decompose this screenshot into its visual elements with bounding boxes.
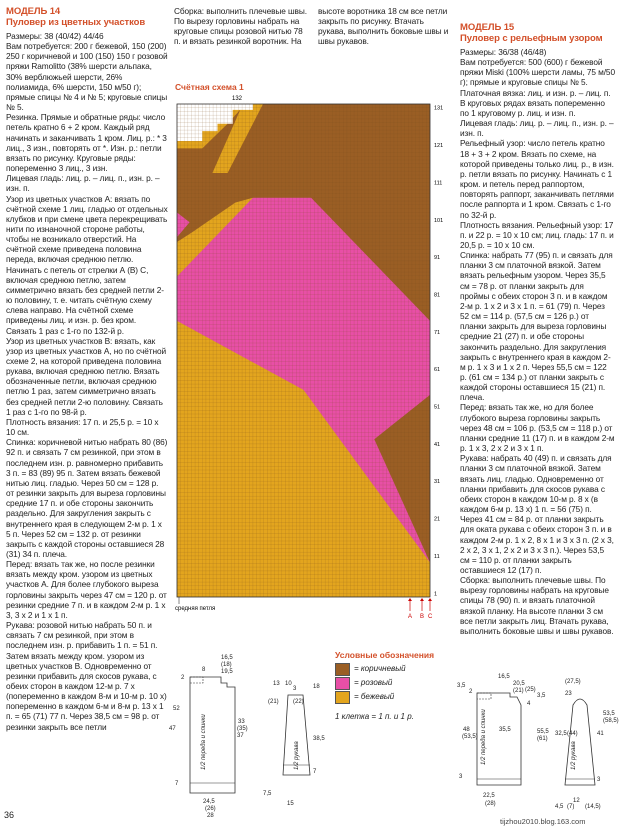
schematic-label: 12: [573, 798, 580, 804]
model15-body: Размеры: 36/38 (46/48) Вам потребуется: 500 (600) г бежевой пряжи Miski (100% шерсти ламы, 75 м/50 г); прямые и круговые спицы № 5. Платочная вязка: лиц. и изн. р. – лиц. п. В круговых рядах вязать попеременно по 1 круговому р. лиц. и изн. п. Лицевая гладь: лиц. р. – лиц. п., изн. р. – изн. п. Рельефный узор: число петель кратно 18 + 3 + 2 кром. Вязать по схеме, на которой приведены только лиц. р., в изн. р. петли вязать по рисунку. Начинать с 1 кром. и петель перед раппортом, повторять раппорт, заканчивать петлями после раппорта и 1 кром. Связать с 1-го по 32-й р. Плотность вязания. Рельефный узор: 17 п. и 22 р. = 10 х 10 см; лиц. гладь: 17 п. и 20,5 р. = 10 х 10 см. Спинка: набрать 77 (95) п. и связать для планки 3 см платочной вязкой. Затем вязать рельефным узором. Через 35,5 см = 78 р. от планки закрыть для проймы с обеих сторон 3 п. и в каждом 2-м р. 1 х 2 и 3 х 1 п. = 61 (79) п. Через 52 см = 114 р. (57,5 см = 126 р.) от планки закрыть для выреза горловины средние 21 (27) п. и обе стороны закончить раздельно. Для закругления закрыть с внутреннего края в каждом 2-м р. 1 х 3 и 1 х 2 п. Через 55,5 см = 122 р. (61 см = 134 р.) от планки закрыть с каждой стороны оставшиеся 15 (21) п. плеча. Перед: вязать так же, но для более глубокого выреза горловины закрыть через 48 см = 106 р. (53,5 см = 118 р.) от планки средние 11 (17) п. и в каждом 2-м р. 1 х 3, 2 х 2 и 3 х 1 п. Рукава: набрать 40 (49) п. и связать для планки 3 см платочной вязкой. Затем вязать лиц. гладью. Одновременно от планки прибавить для скосов рукава с обеих сторон в каждом 10-м р. 8 х (в каждом 6-м р. 13 х) 1 п. = 56 (75) п. Через 41 см = 84 р. от планки закрыть для оката рукава с обеих сторон 3 п. и в каждом 2-м р. 1 х 2, 8 х 1 и 3 х 3 п. (2 х 3, 2 х 2, 3 х 1, 2 х 2 и 3 х 3 п.). Через 53,5 см = 110 р. от планки закрыть оставшиеся 12 (17) п. Сборка: выполнить плечевые швы. По вырезу горловины набрать на круговые спицы 78 (90) п. и вязать платочной вязкой планку. На высоте планки 3 см все петли закрыть лиц. Втачать рукава, выполнить боковые швы и швы рукавов.: [460, 47, 615, 636]
schematic-label: 1/2 переда и спинки: [201, 714, 207, 770]
schematic-model14: [165, 655, 335, 819]
schematic-label: 47: [169, 726, 176, 732]
model14-subtitle: Пуловер из цветных участков: [6, 17, 146, 28]
model14-title: МОДЕЛЬ 14: [6, 6, 61, 17]
schematic-label: 28: [207, 813, 214, 819]
neckline-line-15: [477, 693, 491, 699]
schematic-label: 20,5: [513, 681, 525, 687]
schematic-label: 1/2 рукава: [294, 741, 300, 770]
chart-title: Счётная схема 1: [175, 82, 244, 92]
arrow-label-C: C: [428, 614, 433, 620]
schematic-label: 1/2 рукава: [571, 741, 577, 770]
schematic-label: (27,5): [565, 679, 581, 685]
row-label-top: 132: [232, 96, 243, 102]
assembly14-text: [174, 6, 452, 47]
row-label: 51: [434, 404, 441, 411]
row-label: 111: [434, 180, 443, 187]
row-label: 131: [434, 105, 444, 112]
row-label: 61: [434, 367, 441, 374]
row-label: 11: [434, 553, 440, 560]
schematic-label: 2: [469, 689, 473, 695]
schematic-label: 3,5: [537, 693, 546, 699]
knitting-chart: [165, 92, 455, 632]
schematic-label: (58,5): [603, 718, 619, 724]
row-label: 121: [434, 143, 444, 150]
neckline-line: [190, 677, 203, 683]
row-label: 41: [434, 441, 441, 448]
schematic-label: (53,5): [462, 734, 478, 740]
schematic-label: 3: [597, 777, 601, 783]
schematic-label: 48: [463, 727, 470, 733]
schematic-label: 19,5: [221, 669, 233, 675]
schematic-label: (18): [221, 662, 232, 668]
schematic-label: (26): [205, 806, 216, 812]
row-label: 71: [434, 329, 441, 336]
schematic-label: 7: [175, 781, 179, 787]
model14-body: Размеры: 38 (40/42) 44/46 Вам потребуется: 200 г бежевой, 150 (200) 250 г коричневой и 100 (150) 150 г розовой пряжи Ramolitto (38% шерсти альпака, 30% верблюжьей шерсти, 26% полиамида, 6% шерсти, 150 м/50 г); прямые спицы № 4 и № 5; круговые спицы № 5. Резинка. Прямые и обратные ряды: число петель кратно 6 + 2 кром. Каждый ряд начинать и заканчивать 1 кром. Лиц. р.: * 3 лиц., 3 изн., повторять от *. Изн. р.: петли вязать по рисунку. Круговые ряды: попеременно 3 лиц., 3 изн. Лицевая гладь: лиц. р. – лиц. п., изн. р. – изн. п. Узор из цветных участков А: вязать по счётной схеме 1 лиц. гладью от отдельных клубков и при смене цвета перекрещивать нити по изнаночной стороне работы, чтобы не возникало отверстий. На счётной схеме приведена половина переда, включая среднюю петлю. Начинать с петель от стрелки А (В) С, включая среднюю петлю, затем симметрично вязать без средней петли 2-ю половину, т. е. читать счётную схему слева направо. На счётной схеме приведены лиц. и изн. р. без кром. Связать 1 раз с 1-го по 132-й р. Узор из цветных участков В: вязать, как узор из цветных участков А, но по счётной схеме 2, на которой приведена половина рукава, включая среднюю петлю. Вязать обозначенные петли, включая среднюю петлю 1 раз, затем симметрично вязать без средней петли 2-ю половину. Связать 1 раз с 1-го по 98-й р. Плотность вязания: 17 п. и 25,5 р. = 10 х 10 см. Спинка: коричневой нитью набрать 80 (86) 92 п. и связать 7 см резинкой, при этом в последнем изн. р. равномерно прибавить 3 п. = 83 (89) 95 п. Затем вязать бежевой нитью лиц. гладью. Через 50 см = 128 р. от резинки закрыть для выреза горловины средние 17 п. и обе стороны закончить раздельно. Для закругления закрыть с внутреннего края в следующем 2-м р. 1 х 5 п. Через 52 см = 132 р. от резинки закрыть с каждой стороны оставшиеся 28 (31) 34 п. плеча. Перед: вязать так же, но после резинки вязать между кром. узором из цветных участков А. Для более глубокого выреза горловины закрыть через 47 см = 120 р. от резинки средние 7 п. и в каждом 2-м р. 1 х 3, 3 х 2 и 1 х 1 п. Рукава: розовой нитью набрать 50 п. и связать 7 см резинкой, при этом в последнем изн. р. прибавить 1 п. = 51 п. Затем вязать между кром. узором из цветных участков В. Одновременно от резинки прибавить для скосов рукава, с обеих сторон в каждом 12-м р. 7 х (попеременно в каждом 8-м и 10-м р. 10 х) попеременно в каждом 6-м и 8-м р. 13 х 1 п. = 65 (71) 77 п. Через 38,5 см = 98 р. от резинки закрыть все петли: [6, 31, 168, 732]
row-label: 81: [434, 292, 441, 299]
schematic-label: 8: [202, 667, 206, 673]
legend-swatch: [335, 663, 350, 676]
row-label: 101: [434, 217, 444, 224]
schematic-label: (61): [537, 736, 548, 742]
legend-swatch: [335, 691, 350, 704]
row-label: 31: [434, 479, 441, 486]
page-number: 36: [4, 810, 15, 820]
schematic-label: (28): [485, 801, 496, 807]
model15-subtitle: Пуловер с рельефным узором: [460, 33, 603, 44]
schematic-label: 15: [287, 801, 294, 807]
schematic-label: (21): [513, 688, 524, 694]
schematic-label: (44): [567, 731, 578, 737]
schematic-label: 3: [459, 774, 463, 780]
schematic-label: 41: [597, 731, 604, 737]
schematic-label: 52: [173, 706, 180, 712]
schematic-model15: [455, 674, 619, 815]
schematic-label: 55,5: [537, 729, 549, 735]
schematic-label: 37: [237, 733, 244, 739]
legend-note: 1 клетка = 1 п. и 1 р.: [335, 712, 414, 721]
legend-title: Условные обозначения: [335, 650, 435, 660]
model15-title: МОДЕЛЬ 15: [460, 22, 515, 33]
schematic-label: 32,5: [555, 731, 567, 737]
footer-url: tijzhou2010.blog.163.com: [500, 817, 586, 826]
schematic-label: 13: [273, 681, 280, 687]
row-label: 91: [434, 255, 441, 262]
schematic-label: 35,5: [499, 727, 511, 733]
model15-column: [460, 22, 615, 636]
schematic-label: 33: [238, 719, 245, 725]
assembly14-body: Сборка: выполнить плечевые швы. По вырезу горловины набрать на круговые спицы розовой нитью 78 п. и вязать резинкой воротник. На высоте воротника 18 см все петли закрыть по рисунку. Втачать рукава, выполнить боковые швы и швы рукавов.: [174, 6, 449, 47]
arrow-head: [420, 598, 424, 601]
schematic-label: 2: [181, 675, 185, 681]
schematic-label: (35): [237, 726, 248, 732]
schematic-label: 16,5: [498, 674, 510, 680]
arrow-label-A: A: [408, 614, 413, 620]
body-outline: [190, 677, 235, 793]
legend-label: = бежевый: [354, 692, 395, 701]
arrow-label-B: B: [420, 614, 425, 620]
model14-column: [6, 6, 168, 732]
schematic-label: 38,5: [313, 736, 325, 742]
schematic-label: 4,5: [555, 804, 564, 810]
schematic-label: (14,5): [585, 804, 601, 810]
schematic-label: 7: [313, 769, 317, 775]
schematic-label: 1/2 переда и спинки: [481, 709, 487, 765]
schematic-label: 10: [285, 681, 292, 687]
schematic-label: 24,5: [203, 799, 215, 805]
row-label: 1: [434, 591, 438, 598]
row-label: 21: [434, 516, 441, 523]
legend-label: = коричневый: [354, 664, 406, 673]
schematic-label: 3,5: [457, 683, 466, 689]
arrow-head: [408, 598, 412, 601]
schematic-label: 16,5: [221, 655, 233, 661]
schematic-label: 3: [293, 686, 297, 692]
arrow-head: [428, 598, 432, 601]
legend-swatch: [335, 677, 350, 690]
schematic-label: (21): [268, 699, 279, 705]
sleeve-outline-15: [565, 699, 595, 785]
legend-label: = розовый: [354, 678, 393, 687]
schematic-label: (22): [293, 699, 304, 705]
center-stitch-label: средняя петля: [175, 606, 216, 612]
schematic-label: 4: [527, 701, 531, 707]
schematic-label: (7): [567, 804, 575, 810]
schematic-label: (25): [525, 687, 536, 693]
schematic-label: 7,5: [263, 791, 272, 797]
schematic-label: 22,5: [483, 793, 495, 799]
schematic-label: 53,5: [603, 711, 615, 717]
schematic-label: 23: [565, 691, 572, 697]
schematic-label: 18: [313, 684, 320, 690]
